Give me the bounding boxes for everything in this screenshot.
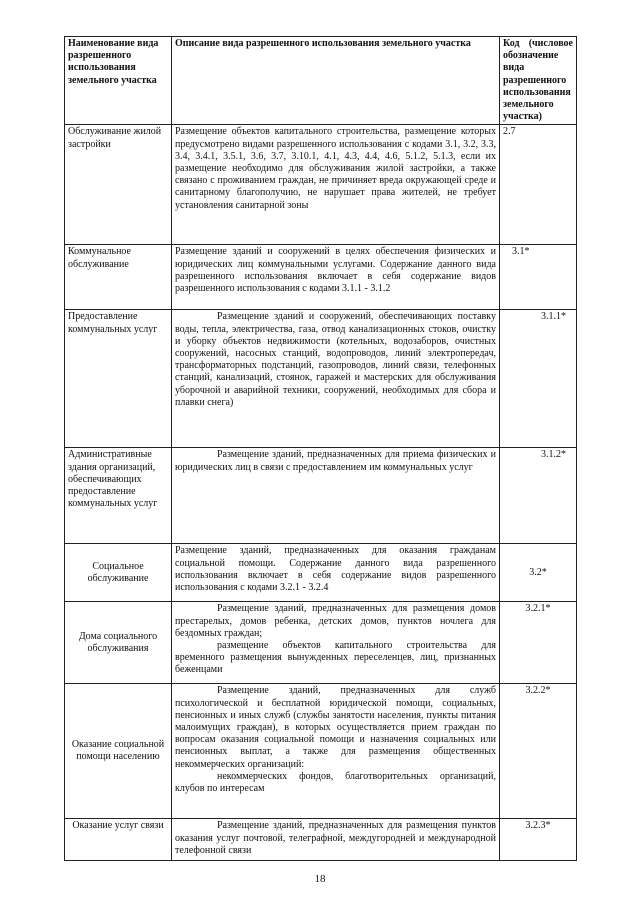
page-number: 18 bbox=[314, 873, 326, 885]
row-name: Предоставление коммунальных услуг bbox=[65, 310, 172, 448]
row-code: 3.2.3* bbox=[500, 819, 577, 861]
header-description: Описание вида разрешенного использования земельного участка bbox=[172, 37, 500, 125]
row-code: 3.2* bbox=[500, 544, 577, 602]
row-description bbox=[172, 448, 500, 544]
description-paragraph: Размещение зданий, предназначенных для размещения пунктов оказания услуг почтовой, телеграфной, междугородней и международной телефонной связи bbox=[175, 820, 496, 856]
row-description bbox=[172, 125, 500, 245]
row-name: Социальное обслуживание bbox=[65, 544, 172, 602]
description-paragraph: Размещение зданий, предназначенных для служб психологической и бесплатной юридической помощи, социальных, пенсионных и иных служб (службы занятости населения, пункты питания малоимущих граждан), в которых осуществляется прием граждан по вопросам оказания социальной помощи и назначения социальных или пенсионных выплат, а также для размещения общественных некоммерческих организаций: bbox=[175, 685, 496, 770]
row-code: 3.1.1* bbox=[500, 310, 577, 448]
row-description bbox=[172, 684, 500, 819]
header-name: Наименование вида разрешенного использования земельного участка bbox=[65, 37, 172, 125]
header-code: Код (числовое обозначение вида разрешенного использования земельного участка) bbox=[500, 37, 577, 125]
table-row bbox=[65, 448, 577, 544]
row-name: Коммунальное обслуживание bbox=[65, 245, 172, 310]
row-code: 3.2.1* bbox=[500, 602, 577, 684]
row-code: 3.1* bbox=[500, 245, 577, 310]
row-code: 2.7 bbox=[500, 125, 577, 245]
row-name: Оказание социальной помощи населению bbox=[65, 684, 172, 819]
land-use-table bbox=[64, 36, 577, 861]
table-row bbox=[65, 684, 577, 819]
description-paragraph: Размещение зданий, предназначенных для размещения домов престарелых, домов ребенка, детских домов, пунктов ночлега для бездомных граждан; bbox=[175, 603, 496, 639]
row-code: 3.1.2* bbox=[500, 448, 577, 544]
row-name: Административные здания организаций, обеспечивающих предоставление коммунальных услуг bbox=[65, 448, 172, 544]
row-name: Оказание услуг связи bbox=[65, 819, 172, 861]
row-name: Дома социального обслуживания bbox=[65, 602, 172, 684]
description-paragraph: Размещение зданий и сооружений, обеспечивающих поставку воды, тепла, электричества, газа, отвод канализационных стоков, очистку и уборку объектов недвижимости (котельных, водозаборов, очистных сооружений, насосных станций, водопроводов, линий электропередач, трансформаторных подстанций, газопроводов, линий связи, телефонных станций, канализаций, стоянок, гаражей и мастерских для обслуживания уборочной и аварийной техники, сооружений, необходимых для сбора и плавки снега) bbox=[175, 311, 496, 408]
row-code: 3.2.2* bbox=[500, 684, 577, 819]
row-description bbox=[172, 602, 500, 684]
row-description bbox=[172, 310, 500, 448]
table-row bbox=[65, 245, 577, 310]
table-row bbox=[65, 819, 577, 861]
table-row bbox=[65, 310, 577, 448]
row-name: Обслуживание жилой застройки bbox=[65, 125, 172, 245]
table-row bbox=[65, 544, 577, 602]
row-description bbox=[172, 819, 500, 861]
description-paragraph: Размещение зданий и сооружений в целях обеспечения физических и юридических лиц коммунальными услугами. Содержание данного вида разрешенного использования включает в себя содержание видов разрешенного использования с кодами 3.1.1 - 3.1.2 bbox=[175, 246, 496, 295]
table-row bbox=[65, 125, 577, 245]
description-paragraph: некоммерческих фондов, благотворительных организаций, клубов по интересам bbox=[175, 770, 496, 795]
table-row bbox=[65, 602, 577, 684]
row-description bbox=[172, 245, 500, 310]
description-paragraph: размещение объектов капитального строительства для временного размещения вынужденных переселенцев, лиц, признанных беженцами bbox=[175, 640, 496, 676]
description-paragraph: Размещение зданий, предназначенных для приема физических и юридических лиц в связи с предоставлением им коммунальных услуг bbox=[175, 449, 496, 473]
table-header-row bbox=[65, 37, 577, 125]
description-paragraph: Размещение зданий, предназначенных для оказания гражданам социальной помощи. Содержание данного вида разрешенного использования включает в себя содержание видов разрешенного использования с кодами 3.2.1 - 3.2.4 bbox=[175, 545, 496, 594]
description-paragraph: Размещение объектов капитального строительства, размещение которых предусмотрено видами разрешенного использования с кодами 3.1, 3.2, 3.3, 3.4, 3.4.1, 3.5.1, 3.6, 3.7, 3.10.1, 4.1, 4.3, 4.4, 4.6, 5.1.2, 5.1.3, если их размещение необходимо для обслуживания жилой застройки, а также связано с проживанием граждан, не причиняет вреда окружающей среде и санитарному благополучию, не нарушает права жителей, не требует установления санитарной зоны bbox=[175, 126, 496, 211]
row-description bbox=[172, 544, 500, 602]
